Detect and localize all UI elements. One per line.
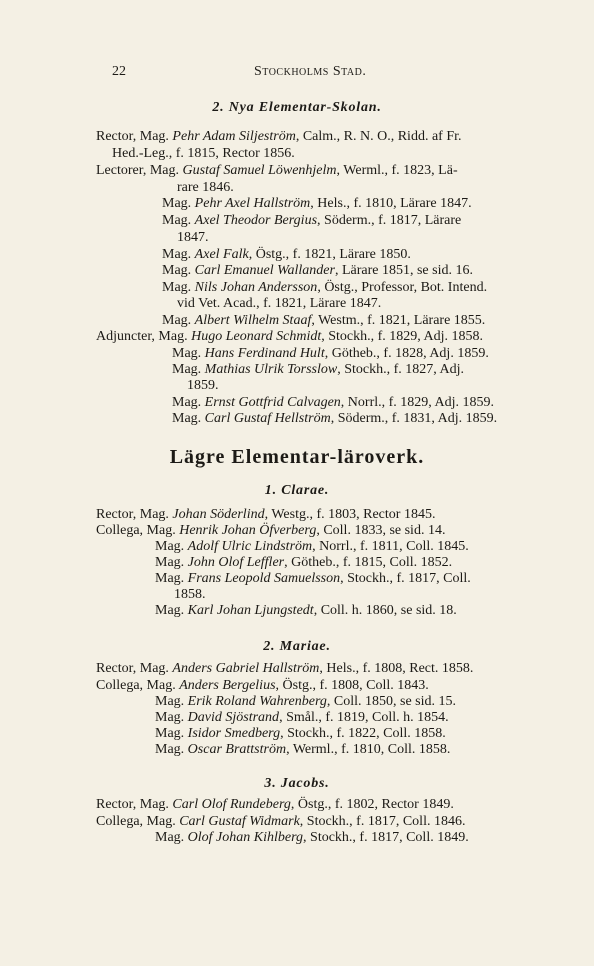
entry-line: Mag. Frans Leopold Samuelsson, Stockh., f. 1817, Coll. (155, 571, 471, 586)
page-number: 22 (112, 64, 126, 79)
entry-line: Mag. Isidor Smedberg, Stockh., f. 1822, Coll. 1858. (155, 726, 446, 741)
entry-line: Collega, Mag. Carl Gustaf Widmark, Stockh., f. 1817, Coll. 1846. (96, 814, 466, 829)
entry-line: Mag. Nils Johan Andersson, Östg., Professor, Bot. Intend. (162, 280, 488, 295)
entry-line: Mag. Hans Ferdinand Hult, Götheb., f. 1828, Adj. 1859. (172, 346, 489, 361)
entry-line: Rector, Mag. Pehr Adam Siljeström, Calm., R. N. O., Ridd. af Fr. (96, 129, 462, 144)
entry-line: Mag. Erik Roland Wahrenberg, Coll. 1850, se sid. 15. (155, 694, 457, 709)
entry-line: Collega, Mag. Henrik Johan Öfverberg, Coll. 1833, se sid. 14. (96, 523, 446, 538)
entry-line: Hed.-Leg., f. 1815, Rector 1856. (112, 146, 295, 161)
entry-line: Rector, Mag. Johan Söderlind, Westg., f. 1803, Rector 1845. (96, 507, 436, 522)
section-heading-jacobs: 3. Jacobs. (264, 776, 330, 791)
entry-line: Mag. Oscar Brattström, Werml., f. 1810, Coll. 1858. (155, 742, 451, 757)
section-heading-clarae: 1. Clarae. (264, 483, 330, 498)
entry-line: Lectorer, Mag. Gustaf Samuel Löwenhjelm, Werml., f. 1823, Lä- (96, 163, 458, 178)
running-title: Stockholms Stad. (254, 64, 367, 79)
entry-line: 1858. (174, 587, 206, 602)
section-heading-lagre-elementar-laroverk: Lägre Elementar-läroverk. (169, 446, 425, 468)
entry-line: 1847. (177, 230, 209, 245)
entry-line: Mag. David Sjöstrand, Smål., f. 1819, Coll. h. 1854. (155, 710, 449, 725)
entry-line: vid Vet. Acad., f. 1821, Lärare 1847. (177, 296, 382, 311)
entry-line: Rector, Mag. Carl Olof Rundeberg, Östg., f. 1802, Rector 1849. (96, 797, 454, 812)
entry-line: Mag. Mathias Ulrik Torsslow, Stockh., f. 1827, Adj. (172, 362, 464, 377)
entry-line: Mag. John Olof Leffler, Götheb., f. 1815, Coll. 1852. (155, 555, 453, 570)
section-heading-nya-elementar-skolan: 2. Nya Elementar-Skolan. (212, 100, 382, 115)
entry-line: Adjuncter, Mag. Hugo Leonard Schmidt, Stockh., f. 1829, Adj. 1858. (96, 329, 484, 344)
entry-line: Mag. Olof Johan Kihlberg, Stockh., f. 1817, Coll. 1849. (155, 830, 469, 845)
entry-line: Rector, Mag. Anders Gabriel Hallström, Hels., f. 1808, Rect. 1858. (96, 661, 474, 676)
entry-line: Mag. Carl Gustaf Hellström, Söderm., f. 1831, Adj. 1859. (172, 411, 498, 426)
entry-line: Mag. Albert Wilhelm Staaf, Westm., f. 1821, Lärare 1855. (162, 313, 486, 328)
entry-line: Mag. Axel Falk, Östg., f. 1821, Lärare 1850. (162, 247, 411, 262)
entry-line: Mag. Karl Johan Ljungstedt, Coll. h. 1860, se sid. 18. (155, 603, 457, 618)
section-heading-mariae: 2. Mariae. (263, 639, 331, 654)
entry-line: rare 1846. (177, 180, 234, 195)
entry-line: Mag. Axel Theodor Bergius, Söderm., f. 1817, Lärare (162, 213, 462, 228)
entry-line: 1859. (187, 378, 219, 393)
entry-line: Mag. Adolf Ulric Lindström, Norrl., f. 1811, Coll. 1845. (155, 539, 469, 554)
entry-line: Collega, Mag. Anders Bergelius, Östg., f. 1808, Coll. 1843. (96, 678, 429, 693)
entry-line: Mag. Carl Emanuel Wallander, Lärare 1851, se sid. 16. (162, 263, 473, 278)
entry-line: Mag. Ernst Gottfrid Calvagen, Norrl., f. 1829, Adj. 1859. (172, 395, 495, 410)
page-header (112, 64, 412, 84)
entry-line: Mag. Pehr Axel Hallström, Hels., f. 1810, Lärare 1847. (162, 196, 472, 211)
